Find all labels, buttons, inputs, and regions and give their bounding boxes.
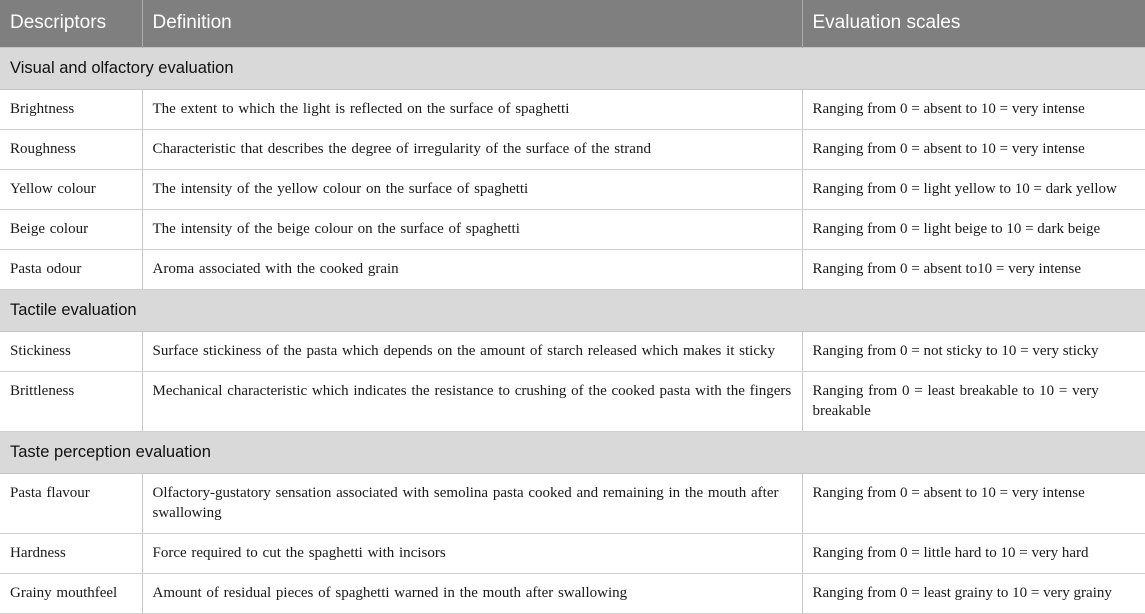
scale-cell: Ranging from 0 = little hard to 10 = very hard (802, 533, 1145, 573)
scale-cell: Ranging from 0 = not sticky to 10 = very sticky (802, 331, 1145, 371)
descriptor-cell: Grainy mouthfeel (0, 573, 142, 613)
section-title: Tactile evaluation (0, 289, 1145, 331)
header-row (0, 0, 1145, 47)
definition-cell: The intensity of the beige colour on the surface of spaghetti (142, 209, 802, 249)
section-title: Taste perception evaluation (0, 431, 1145, 473)
table-row (0, 129, 1145, 169)
scale-cell: Ranging from 0 = least grainy to 10 = very grainy (802, 573, 1145, 613)
section-header-visual-olfactory (0, 47, 1145, 89)
table-row (0, 533, 1145, 573)
header-definition: Definition (142, 0, 802, 47)
section-title: Visual and olfactory evaluation (0, 47, 1145, 89)
descriptor-cell: Beige colour (0, 209, 142, 249)
table-header (0, 0, 1145, 47)
descriptor-cell: Yellow colour (0, 169, 142, 209)
table-body (0, 47, 1145, 613)
descriptor-cell: Pasta flavour (0, 473, 142, 533)
table-row (0, 371, 1145, 431)
definition-cell: The intensity of the yellow colour on the surface of spaghetti (142, 169, 802, 209)
definition-cell: Characteristic that describes the degree of irregularity of the surface of the strand (142, 129, 802, 169)
section-header-tactile (0, 289, 1145, 331)
descriptor-cell: Pasta odour (0, 249, 142, 289)
section-header-taste-perception (0, 431, 1145, 473)
table-row (0, 573, 1145, 613)
descriptor-cell: Stickiness (0, 331, 142, 371)
scale-cell: Ranging from 0 = light yellow to 10 = dark yellow (802, 169, 1145, 209)
definition-cell: Olfactory-gustatory sensation associated with semolina pasta cooked and remaining in the mouth after swallowing (142, 473, 802, 533)
descriptor-cell: Roughness (0, 129, 142, 169)
header-descriptors: Descriptors (0, 0, 142, 47)
definition-cell: Aroma associated with the cooked grain (142, 249, 802, 289)
definition-cell: Amount of residual pieces of spaghetti warned in the mouth after swallowing (142, 573, 802, 613)
table-row (0, 249, 1145, 289)
table-row (0, 331, 1145, 371)
table-row (0, 89, 1145, 129)
descriptor-cell: Brightness (0, 89, 142, 129)
table-row (0, 473, 1145, 533)
scale-cell: Ranging from 0 = absent to 10 = very intense (802, 89, 1145, 129)
descriptor-cell: Hardness (0, 533, 142, 573)
table-row (0, 169, 1145, 209)
definition-cell: Mechanical characteristic which indicates the resistance to crushing of the cooked pasta with the fingers (142, 371, 802, 431)
table-row (0, 209, 1145, 249)
definition-cell: Force required to cut the spaghetti with incisors (142, 533, 802, 573)
scale-cell: Ranging from 0 = absent to 10 = very intense (802, 473, 1145, 533)
definition-cell: Surface stickiness of the pasta which depends on the amount of starch released which makes it sticky (142, 331, 802, 371)
scale-cell: Ranging from 0 = absent to10 = very intense (802, 249, 1145, 289)
header-evaluation-scales: Evaluation scales (802, 0, 1145, 47)
descriptor-cell: Brittleness (0, 371, 142, 431)
scale-cell: Ranging from 0 = light beige to 10 = dark beige (802, 209, 1145, 249)
definition-cell: The extent to which the light is reflected on the surface of spaghetti (142, 89, 802, 129)
scale-cell: Ranging from 0 = absent to 10 = very intense (802, 129, 1145, 169)
scale-cell: Ranging from 0 = least breakable to 10 = very breakable (802, 371, 1145, 431)
